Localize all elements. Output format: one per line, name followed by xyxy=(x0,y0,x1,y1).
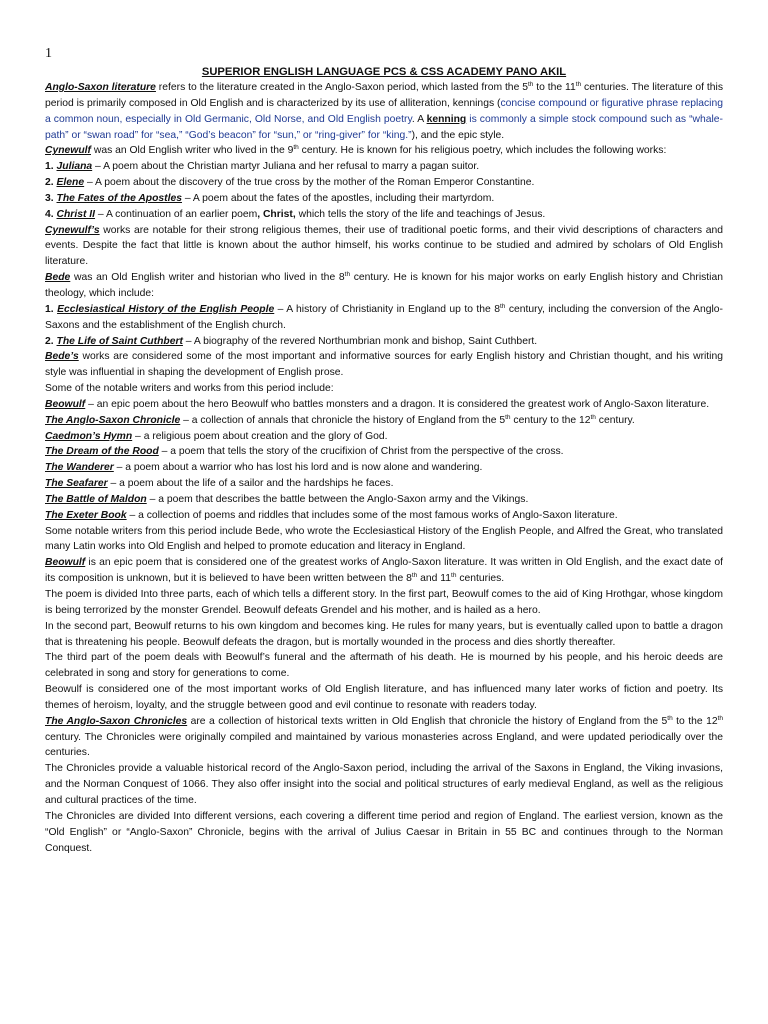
keyword: Elene xyxy=(56,177,85,189)
keyword: Bede’s xyxy=(45,351,79,363)
text: which tells the story of the life and teachings of Jesus. xyxy=(295,208,546,220)
list-number: 3. xyxy=(45,192,57,204)
keyword: Cynewulf’s xyxy=(45,224,100,236)
superscript: th xyxy=(575,81,582,88)
text: centuries. xyxy=(456,573,505,585)
superscript: th xyxy=(717,714,723,722)
text: – a religious poem about creation and the glory of God. xyxy=(132,430,388,442)
text: was an Old English writer who lived in the 9 xyxy=(90,145,294,157)
list-number: 1. xyxy=(45,161,57,173)
paragraph-anglo-saxon-chronicles xyxy=(45,714,723,762)
keyword: The Seafarer xyxy=(45,478,108,490)
keyword: The Fates of the Apostles xyxy=(56,192,182,204)
text: to the 12 xyxy=(672,715,718,727)
paragraph-notable-works-intro: Some of the notable writers and works from this period include: xyxy=(45,383,334,395)
paragraph-notable-writers: Some notable writers from this period include Bede, who wrote the Ecclesiastical History of the English People, and Alfred the Great, who translated many Latin works into Old English and helped to promote education and literacy in England. xyxy=(45,525,723,553)
superscript: th xyxy=(590,413,596,421)
list-item-fates-of-apostles xyxy=(45,191,723,207)
text: century. He is known for his religious poetry, which includes the following works: xyxy=(298,145,667,157)
paragraph-beowulf-part-two: In the second part, Beowulf returns to his own kingdom and becomes king. He rules for many years, but is eventually called upon to battle a dragon that is threatening his people. Beowulf defeats the dragon, but is mortally wounded in the process and dies shortly thereafter. xyxy=(45,620,723,648)
keyword: Cynewulf xyxy=(45,145,91,157)
text: century. xyxy=(595,414,635,426)
text: and 11 xyxy=(417,573,452,585)
list-number: 4. xyxy=(45,208,57,220)
text: are a collection of historical texts written in Old English that chronicle the history of England from the 5 xyxy=(187,715,668,727)
paragraph-anglo-saxon-literature xyxy=(45,80,723,143)
text: – an epic poem about the hero Beowulf who battles monsters and a dragon. It is considered the greatest work of Anglo-Saxon literature. xyxy=(85,398,710,410)
list-number: 2. xyxy=(45,335,57,347)
keyword: Anglo-Saxon literature xyxy=(45,82,156,93)
text: – a poem about a warrior who has lost his lord and is now alone and wandering. xyxy=(113,462,483,474)
keyword: The Anglo-Saxon Chronicles xyxy=(45,715,188,727)
keyword: Juliana xyxy=(56,161,93,173)
text: was an Old English writer and historian who lived in the 8 xyxy=(70,272,345,284)
text: century. The Chronicles were originally compiled and maintained by various monasteries across England, and were updated periodically over the centuries. xyxy=(45,731,723,759)
entry-caedmons-hymn xyxy=(45,429,723,445)
bold-text: , Christ, xyxy=(257,208,296,220)
keyword: Beowulf xyxy=(45,398,86,410)
list-item-christ-ii xyxy=(45,207,723,223)
superscript: th xyxy=(499,302,506,310)
entry-battle-of-maldon xyxy=(45,492,723,508)
text: works are notable for their strong religious themes, their use of traditional poetic forms, and their vivid descriptions of characters and events. Despite the fact that little is known about the author himself, his works continue to be studied and admired by scholars of Old English literature. xyxy=(45,224,723,268)
text: refers to the literature created in the Anglo-Saxon period, which lasted from the 5 xyxy=(155,82,528,93)
text: – a poem about the life of a sailor and the hardships he faces. xyxy=(107,478,394,490)
keyword: Ecclesiastical History of the English People xyxy=(57,303,275,315)
keyword: kenning xyxy=(426,113,467,125)
definition-text: is commonly a simple stock compound such as “whale-path” or “swan road” for “sea,” “God’s beacon” for “sun,” or “ring-giver” for “king.” xyxy=(45,113,723,141)
keyword: The Battle of Maldon xyxy=(45,493,147,505)
entry-dream-of-the-rood xyxy=(45,444,723,460)
text: century to the 12 xyxy=(510,414,591,426)
entry-exeter-book xyxy=(45,508,723,524)
text: – a poem that describes the battle between the Anglo-Saxon army and the Vikings. xyxy=(146,493,529,505)
list-number: 2. xyxy=(45,177,57,189)
superscript: th xyxy=(411,572,418,580)
paragraph-beowulf-importance: Beowulf is considered one of the most important works of Old English literature, and has influenced many later works of fiction and poetry. Its themes of heroism, loyalty, and the struggle between good and evil continue to resonate with readers today. xyxy=(45,684,723,711)
text: . A xyxy=(411,113,427,125)
text: – A poem about the discovery of the true cross by the mother of the Roman Emperor Constantine. xyxy=(84,177,535,189)
paragraph-beowulf-part-three: The third part of the poem deals with Beowulf’s funeral and the aftermath of his death. He is mourned by his people, and his heroic deeds are celebrated in song and story for generations to come. xyxy=(45,652,723,680)
keyword: Christ II xyxy=(56,208,96,220)
paragraph-chronicles-record: The Chronicles provide a valuable historical record of the Anglo-Saxon period, including the arrival of the Saxons in England, the Viking invasions, and the Norman Conquest of 1066. They also offer insight into the social and political structures of early medieval England, as well as the religious and cultural practices of the time. xyxy=(45,763,723,806)
keyword: The Dream of the Rood xyxy=(45,446,159,458)
text: – a poem that tells the story of the crucifixion of Christ from the perspective of the cross. xyxy=(158,446,564,458)
list-item-juliana xyxy=(45,159,723,175)
keyword: The Exeter Book xyxy=(45,509,127,521)
keyword: Bede xyxy=(45,272,71,284)
page-number: 1 xyxy=(45,46,52,61)
text: century, including the conversion of the Anglo-Saxons and the establishment of the English church. xyxy=(45,303,723,331)
superscript: th xyxy=(505,413,511,421)
entry-beowulf xyxy=(45,397,723,413)
document-page xyxy=(45,46,723,856)
paragraph-cynewulf-works xyxy=(45,223,723,271)
keyword: The Anglo-Saxon Chronicle xyxy=(45,414,181,426)
superscript: th xyxy=(293,144,299,152)
text: to the 11 xyxy=(533,82,576,93)
paragraph-bede-works xyxy=(45,349,723,381)
list-item-ecclesiastical-history xyxy=(45,302,723,334)
document-title: SUPERIOR ENGLISH LANGUAGE PCS & CSS ACADEMY PANO AKIL xyxy=(201,66,567,78)
text: is an epic poem that is considered one of the greatest works of Anglo-Saxon literature. It was written in Old English, and the exact date of its composition is unknown, but it is believed to have been written between the 8 xyxy=(45,557,723,585)
text: – A continuation of an earlier poem xyxy=(95,208,258,220)
text: works are considered some of the most important and informative sources for early English history and Christian thought, and his writing style was influential in shaping the development of English prose. xyxy=(45,351,723,379)
text: – a collection of annals that chronicle the history of England from the 5 xyxy=(180,414,506,426)
paragraph-beowulf-epic xyxy=(45,555,723,587)
text: century. He is known for his major works on early English history and Christian theology, which include: xyxy=(45,272,723,299)
list-item-elene xyxy=(45,175,723,191)
definition-text: concise compound or figurative phrase replacing a common noun, especially in Old Germanic, Old Norse, and Old English poetry xyxy=(45,97,723,125)
keyword: The Wanderer xyxy=(45,462,114,474)
text: – A biography of the revered Northumbrian monk and bishop, Saint Cuthbert. xyxy=(182,335,538,347)
keyword: The Life of Saint Cuthbert xyxy=(56,335,183,347)
keyword: Beowulf xyxy=(45,557,86,569)
entry-anglo-saxon-chronicle xyxy=(45,413,723,429)
entry-the-seafarer xyxy=(45,476,723,492)
superscript: th xyxy=(344,271,351,279)
text: – A poem about the fates of the apostles, including their martyrdom. xyxy=(182,192,495,204)
superscript: th xyxy=(451,572,457,580)
text: ), and the epic style. xyxy=(411,129,505,141)
entry-the-wanderer xyxy=(45,460,723,476)
text: – a collection of poems and riddles that includes some of the most famous works of Anglo-Saxon literature. xyxy=(126,509,618,521)
keyword: Caedmon’s Hymn xyxy=(45,430,133,442)
list-number: 1. xyxy=(45,303,58,315)
paragraph-bede xyxy=(45,270,723,302)
paragraph-beowulf-part-one: The poem is divided Into three parts, each of which tells a different story. In the first part, Beowulf comes to the aid of King Hrothgar, whose kingdom is being terrorized by the monster Grendel. Beowulf defeats Grendel and his mother, and is hailed as a hero. xyxy=(45,589,723,616)
superscript: th xyxy=(667,714,673,722)
paragraph-chronicles-versions: The Chronicles are divided Into different versions, each covering a different time period and region of England. The earliest version, known as the “Old English” or “Anglo-Saxon” Chronicle, begins with the arrival of Julius Caesar in Britain in 55 BC and continues through to the Norman Conquest. xyxy=(45,810,723,854)
text: – A history of Christianity in England up to the 8 xyxy=(274,303,500,315)
superscript: th xyxy=(527,81,534,88)
text: centuries. The literature of this period is primarily composed in Old English and is characterized by its use of alliteration, kennings ( xyxy=(45,82,723,109)
text: – A poem about the Christian martyr Juliana and her refusal to marry a pagan suitor. xyxy=(92,161,480,173)
paragraph-cynewulf xyxy=(45,143,723,159)
list-item-life-of-cuthbert xyxy=(45,334,723,350)
